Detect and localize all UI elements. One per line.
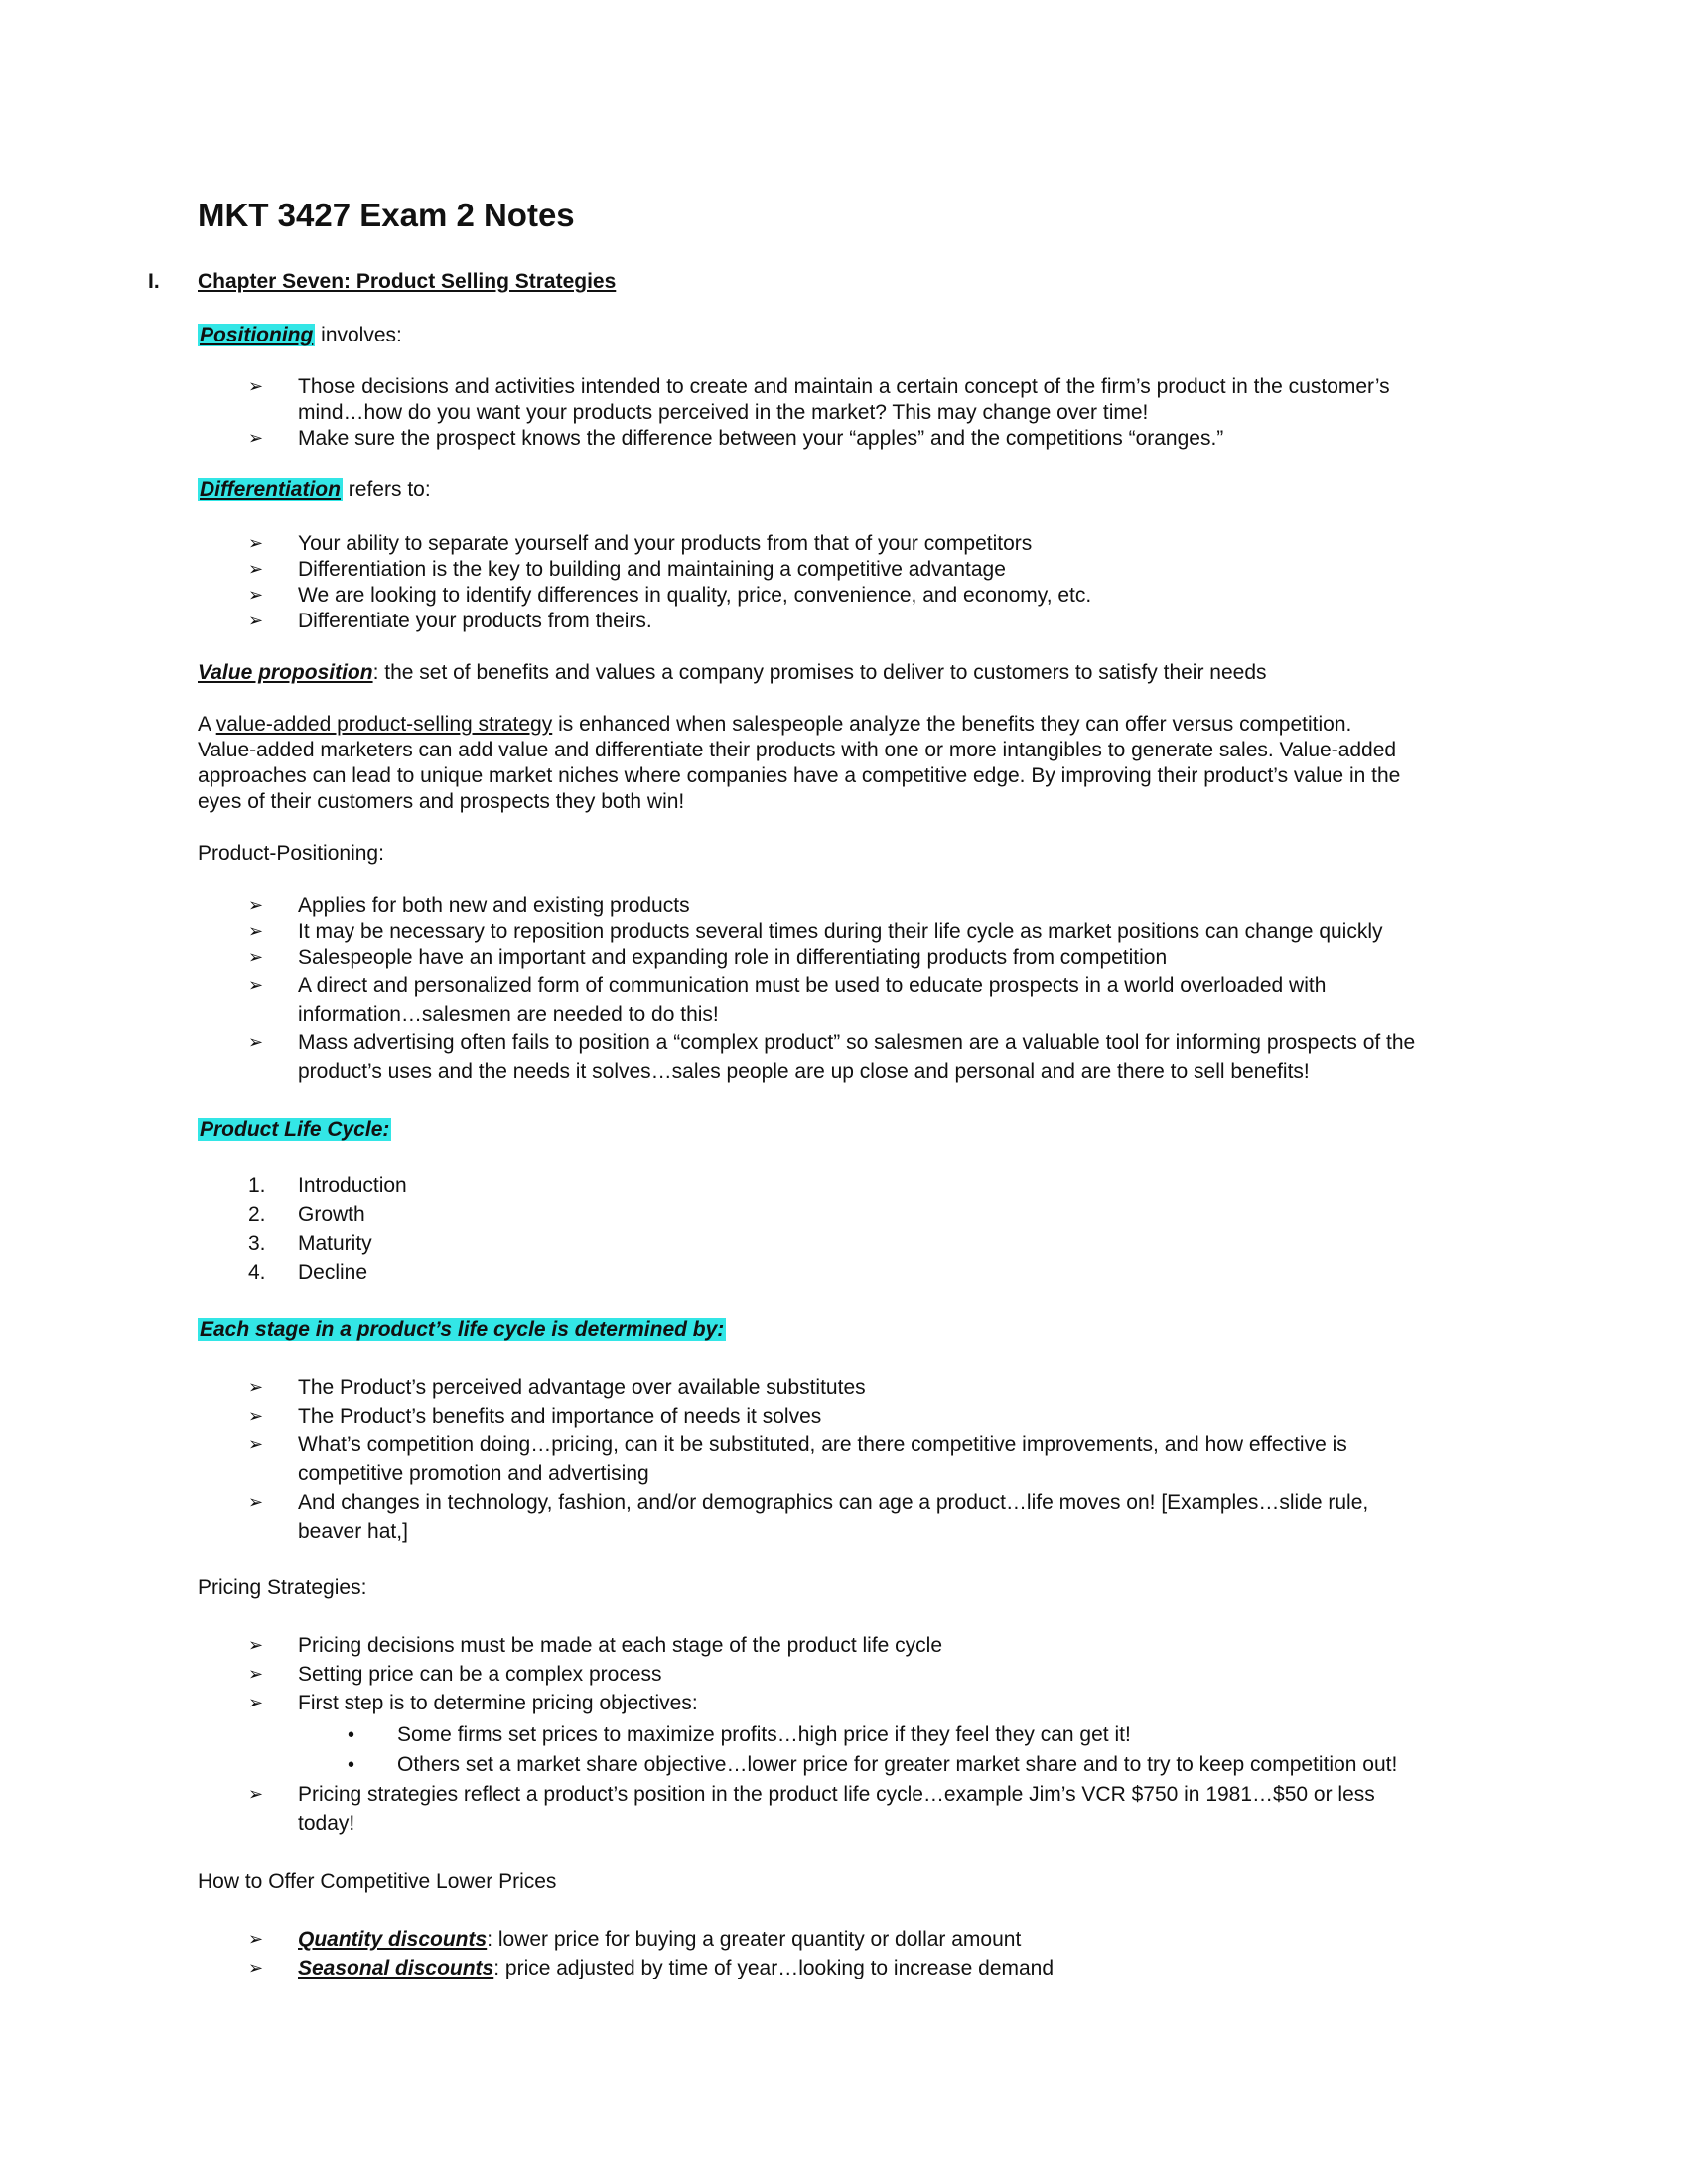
list-item: ➢ What’s competition doing…pricing, can it be substituted, are there competitive improvements, and how effective is competitive promotion and advertising	[0, 1431, 1368, 1488]
list-item: 2. Growth	[248, 1203, 365, 1226]
arrow-bullet-icon: ➢	[248, 1406, 264, 1427]
list-item: ➢ Make sure the prospect knows the difference between your “apples” and the competitions “oranges.”	[248, 427, 1224, 450]
pricing-objectives-list	[298, 1720, 1397, 1780]
value-proposition: Value proposition: the set of benefits and values a company promises to deliver to customers to satisfy their needs	[198, 661, 1267, 684]
arrow-bullet-icon: ➢	[248, 1958, 264, 1979]
positioning-rest: involves:	[315, 324, 402, 346]
arrow-bullet-icon: ➢	[248, 1635, 264, 1656]
plc-heading: Product Life Cycle:	[200, 1118, 390, 1141]
list-item: ➢ Your ability to separate yourself and your products from that of your competitors	[248, 532, 1033, 555]
list-item: ➢ Seasonal discounts: price adjusted by time of year…looking to increase demand	[0, 1954, 1054, 1982]
arrow-bullet-icon: ➢	[248, 1784, 264, 1805]
positioning-term: Positioning	[200, 324, 314, 346]
arrow-bullet-icon: ➢	[248, 376, 264, 397]
product-positioning-heading: Product-Positioning:	[198, 842, 384, 865]
lower-prices-list	[0, 1925, 1054, 1982]
product-positioning-list	[0, 893, 1415, 1086]
arrow-bullet-icon: ➢	[248, 1492, 264, 1513]
dot-bullet-icon: •	[348, 1724, 355, 1746]
stage-list	[0, 1373, 1368, 1546]
differentiation-term: Differentiation	[200, 478, 341, 501]
list-item: ➢ A direct and personalized form of communication must be used to educate prospects in a world overloaded with information…salesmen are needed to do this!	[0, 971, 1415, 1028]
arrow-bullet-icon: ➢	[248, 533, 264, 554]
arrow-bullet-icon: ➢	[248, 895, 264, 916]
arrow-bullet-icon: ➢	[248, 585, 264, 606]
value-added-term: value-added product-selling strategy	[215, 713, 553, 736]
differentiation-heading: Differentiation refers to:	[200, 478, 431, 501]
plc-list	[0, 1171, 407, 1287]
list-item: ➢ Pricing strategies reflect a product’s position in the product life cycle…example Jim’s VCR $750 in 1981…$50 or less today!	[0, 1780, 1397, 1838]
positioning-heading	[198, 323, 402, 348]
section-numeral: I.	[148, 270, 160, 293]
list-item: • Others set a market share objective…lower price for greater market share and to try to keep competition out!	[298, 1750, 1397, 1780]
list-item: ➢ Applies for both new and existing products	[248, 894, 690, 917]
lower-prices-heading: How to Offer Competitive Lower Prices	[198, 1870, 557, 1893]
value-added-paragraph: A value-added product-selling strategy is enhanced when salespeople analyze the benefits they can offer versus competition. Value-added marketers can add value and differentiate their products with one or more intangibles to generate sales. Value-added approaches can lead to unique market niches where companies have a competitive edge. By improving their product’s value in the eyes of their customers and prospects they both win!	[198, 713, 1401, 813]
arrow-bullet-icon: ➢	[248, 1377, 264, 1398]
list-item: ➢ Setting price can be a complex process	[0, 1660, 1397, 1689]
arrow-bullet-icon: ➢	[248, 1929, 264, 1950]
arrow-bullet-icon: ➢	[248, 975, 264, 996]
dot-bullet-icon: •	[348, 1754, 355, 1776]
document-title: MKT 3427 Exam 2 Notes	[198, 197, 575, 233]
list-item: ➢ Quantity discounts: lower price for buying a greater quantity or dollar amount	[0, 1925, 1054, 1954]
arrow-bullet-icon: ➢	[248, 1434, 264, 1455]
arrow-bullet-icon: ➢	[248, 947, 264, 968]
arrow-bullet-icon: ➢	[248, 1693, 264, 1713]
list-item: ➢ Differentiation is the key to building and maintaining a competitive advantage	[248, 558, 1006, 581]
section-title: Chapter Seven: Product Selling Strategies	[198, 270, 617, 293]
list-item: ➢ Those decisions and activities intended to create and maintain a certain concept of the firm’s product in the customer’s mind…how do you want your products perceived in the market? This may change over time!	[248, 375, 1390, 424]
pricing-heading: Pricing Strategies:	[198, 1576, 367, 1599]
arrow-bullet-icon: ➢	[248, 1032, 264, 1053]
stage-heading: Each stage in a product’s life cycle is determined by:	[200, 1318, 725, 1341]
list-item: ➢ The Product’s perceived advantage over available substitutes	[0, 1373, 1368, 1402]
list-item: ➢ The Product’s benefits and importance of needs it solves	[0, 1402, 1368, 1431]
arrow-bullet-icon: ➢	[248, 559, 264, 580]
list-item: 1. Introduction	[248, 1174, 407, 1197]
list-item: • Some firms set prices to maximize profits…high price if they feel they can get it!	[298, 1720, 1397, 1750]
list-item: 4. Decline	[248, 1261, 368, 1284]
arrow-bullet-icon: ➢	[248, 1664, 264, 1685]
list-item: 3. Maturity	[248, 1232, 372, 1255]
list-item: ➢ First step is to determine pricing objectives: • Some firms set prices to maximize profits…high price if they feel they can get it! • Others set a market share objective…lower price for greater market share and to try to keep competition out!	[0, 1689, 1397, 1780]
differentiation-list	[0, 531, 1091, 634]
list-item: ➢ Salespeople have an important and expanding role in differentiating products from competition	[248, 946, 1168, 969]
list-item: ➢ Pricing decisions must be made at each stage of the product life cycle	[0, 1631, 1397, 1660]
seasonal-discounts-term: Seasonal discounts	[298, 1957, 494, 1979]
value-proposition-term: Value proposition	[198, 661, 373, 684]
arrow-bullet-icon: ➢	[248, 428, 264, 449]
pricing-list	[0, 1631, 1397, 1838]
arrow-bullet-icon: ➢	[248, 921, 264, 942]
list-item: ➢ Differentiate your products from theirs.	[248, 610, 652, 632]
list-item: ➢ Mass advertising often fails to position a “complex product” so salesmen are a valuable tool for informing prospects of the product’s uses and the needs it solves…sales people are up close and personal and are there to sell benefits!	[0, 1028, 1415, 1086]
quantity-discounts-term: Quantity discounts	[298, 1928, 488, 1951]
arrow-bullet-icon: ➢	[248, 611, 264, 631]
list-item: ➢ It may be necessary to reposition products several times during their life cycle as market positions can change quickly	[248, 920, 1383, 943]
positioning-list	[0, 374, 1390, 452]
list-item: ➢ And changes in technology, fashion, and/or demographics can age a product…life moves on! [Examples…slide rule, beaver hat,]	[0, 1488, 1368, 1546]
list-item: ➢ We are looking to identify differences in quality, price, convenience, and economy, etc.	[248, 584, 1092, 607]
